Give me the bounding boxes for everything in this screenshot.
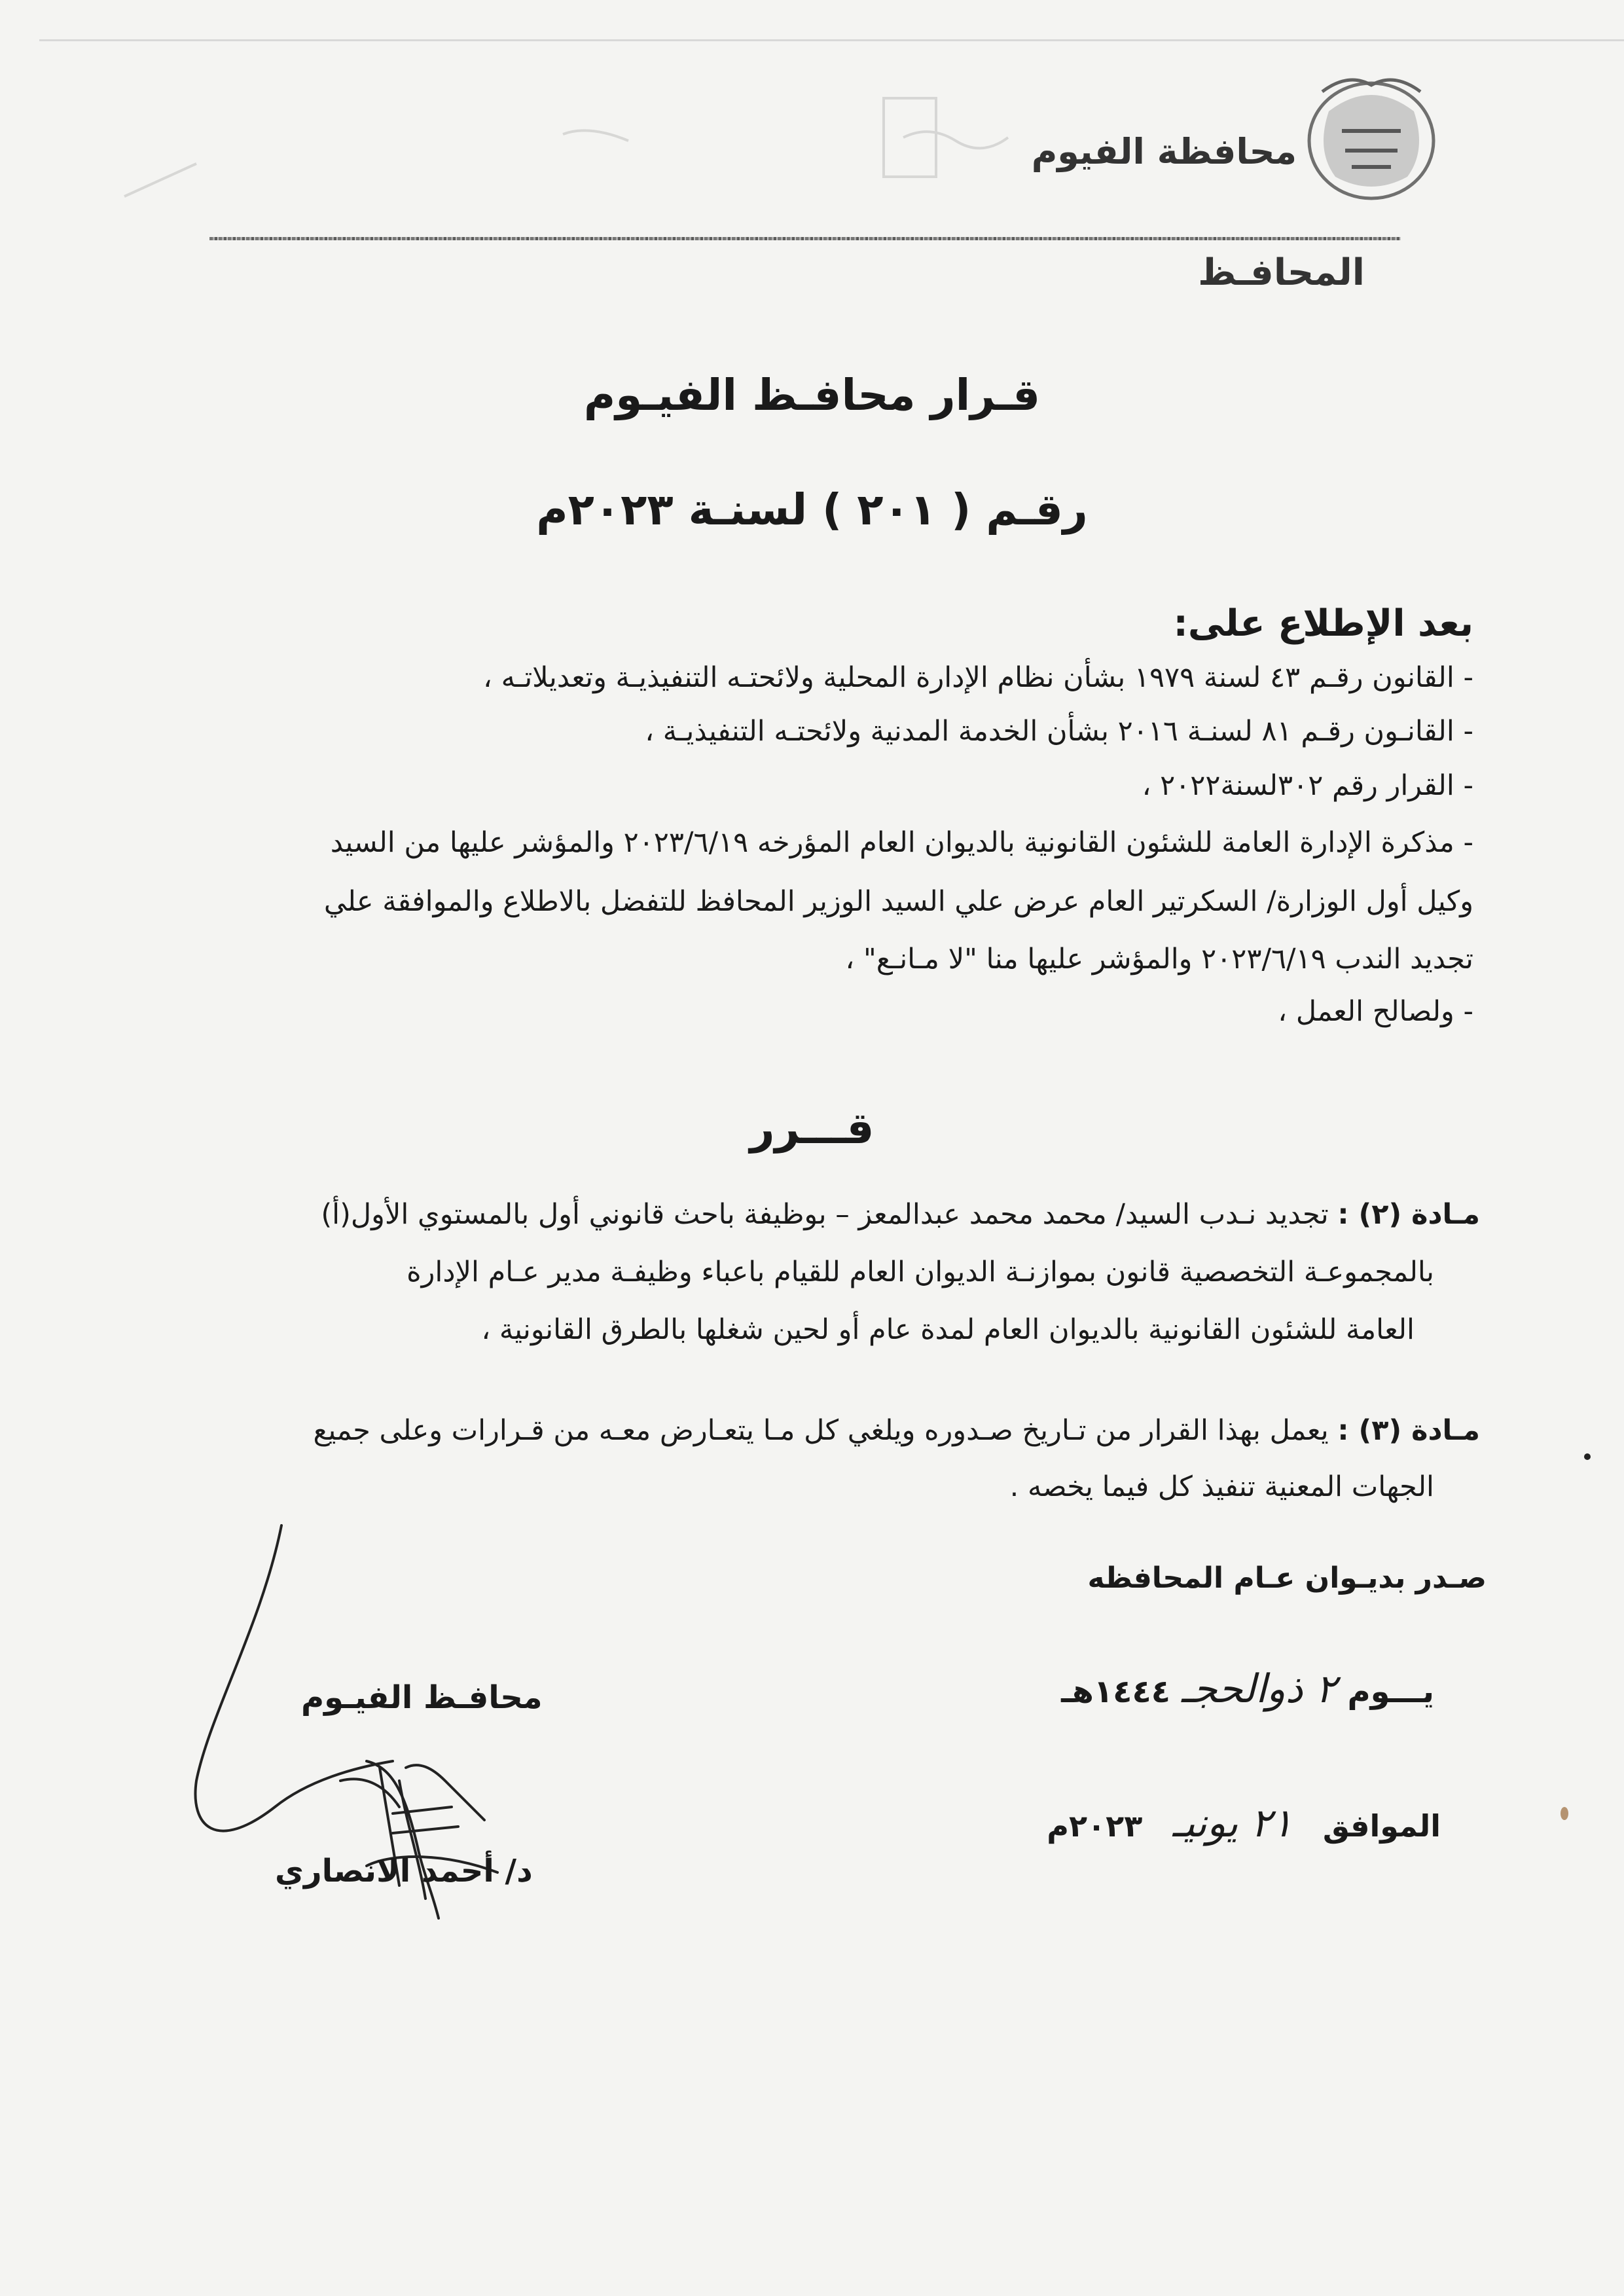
- hijri-handwritten: ٢ ذوالحجـ: [1181, 1666, 1337, 1712]
- preamble-line: - القرار رقم ٣٠٢لسنة٢٠٢٢ ،: [1142, 769, 1473, 802]
- office-label: المحافـظ: [1198, 251, 1365, 294]
- article-3-line-2: الجهات المعنية تنفيذ كل فيما يخصه .: [1009, 1470, 1434, 1503]
- signatory-title: محافـظ الفيـوم: [301, 1679, 543, 1716]
- greg-year: ٢٠٢٣م: [1047, 1808, 1143, 1844]
- preamble-line: - مذكرة الإدارة العامة للشئون القانونية بالديوان العام المؤرخه ٢٠٢٣/٦/١٩ والمؤشر عليها من السيد: [330, 826, 1473, 859]
- preamble-line: - القانون رقـم ٤٣ لسنة ١٩٧٩ بشأن نظام الإدارة المحلية ولائحتـه التنفيذيـة وتعديلاتـه ،: [483, 661, 1473, 694]
- preamble-line: - ولصالح العمل ،: [1278, 995, 1473, 1028]
- hijri-prefix: يـــوم: [1347, 1673, 1434, 1710]
- article-3-label: مـادة (٣) :: [1337, 1414, 1480, 1447]
- article-2-text: تجديد نـدب السيد/ محمد محمد عبدالمعز – بوظيفة باحث قانوني أول بالمستوي الأول(أ): [321, 1198, 1329, 1231]
- issued-at: صـدر بديـوان عـام المحافظه: [1087, 1561, 1487, 1595]
- hijri-year: ١٤٤٤هـ: [1061, 1673, 1171, 1710]
- preamble-line: - القانـون رقـم ٨١ لسنـة ٢٠١٦ بشأن الخدمة المدنية ولائحتـه التنفيذيـة ،: [645, 715, 1473, 748]
- gregorian-date: [1047, 1800, 1441, 1846]
- decision-heading: قـــرر: [749, 1103, 875, 1154]
- governorate-name: محافظة الفيوم: [1031, 131, 1297, 172]
- governorate-seal: [1309, 80, 1434, 198]
- greg-handwritten: ٢١ يونيـ: [1172, 1800, 1293, 1846]
- top-scan-line: [39, 39, 1624, 41]
- header-divider: [209, 237, 1401, 240]
- preamble-heading: بعد الإطلاع على:: [1173, 602, 1473, 645]
- article-3-text: يعمل بهذا القرار من تـاريخ صـدوره ويلغي كل مـا يتعـارض معـه من قـرارات وعلى جميع: [313, 1414, 1329, 1447]
- decree-title: قـرار محافـظ الفيـوم: [583, 370, 1041, 420]
- article-2-line-3: العامة للشئون القانونية بالديوان العام لمدة عام أو لحين شغلها بالطرق القانونية ،: [481, 1313, 1415, 1346]
- article-2-line-1: [321, 1198, 1480, 1231]
- article-3-line-1: [314, 1414, 1480, 1447]
- decree-number: رقـم ( ٢٠١ ) لسنـة ٢٠٢٣م: [536, 484, 1088, 535]
- greg-prefix: الموافق: [1322, 1808, 1441, 1844]
- article-2-label: مـادة (٢) :: [1337, 1198, 1480, 1231]
- hijri-date: [1061, 1666, 1434, 1712]
- preamble-line: تجديد الندب ٢٠٢٣/٦/١٩ والمؤشر عليها منا "لا مـانـع" ،: [845, 943, 1473, 975]
- article-2-line-2: بالمجموعـة التخصصية قانون بموازنـة الديوان العام للقيام باعباء وظيفـة مدير عـام الإدارة: [406, 1256, 1434, 1288]
- preamble-line: وكيل أول الوزارة/ السكرتير العام عرض علي السيد الوزير المحافظ للتفضل بالاطلاع والموافقة علي: [323, 885, 1473, 918]
- signatory-name: د/ أحمد الانصاري: [275, 1853, 533, 1889]
